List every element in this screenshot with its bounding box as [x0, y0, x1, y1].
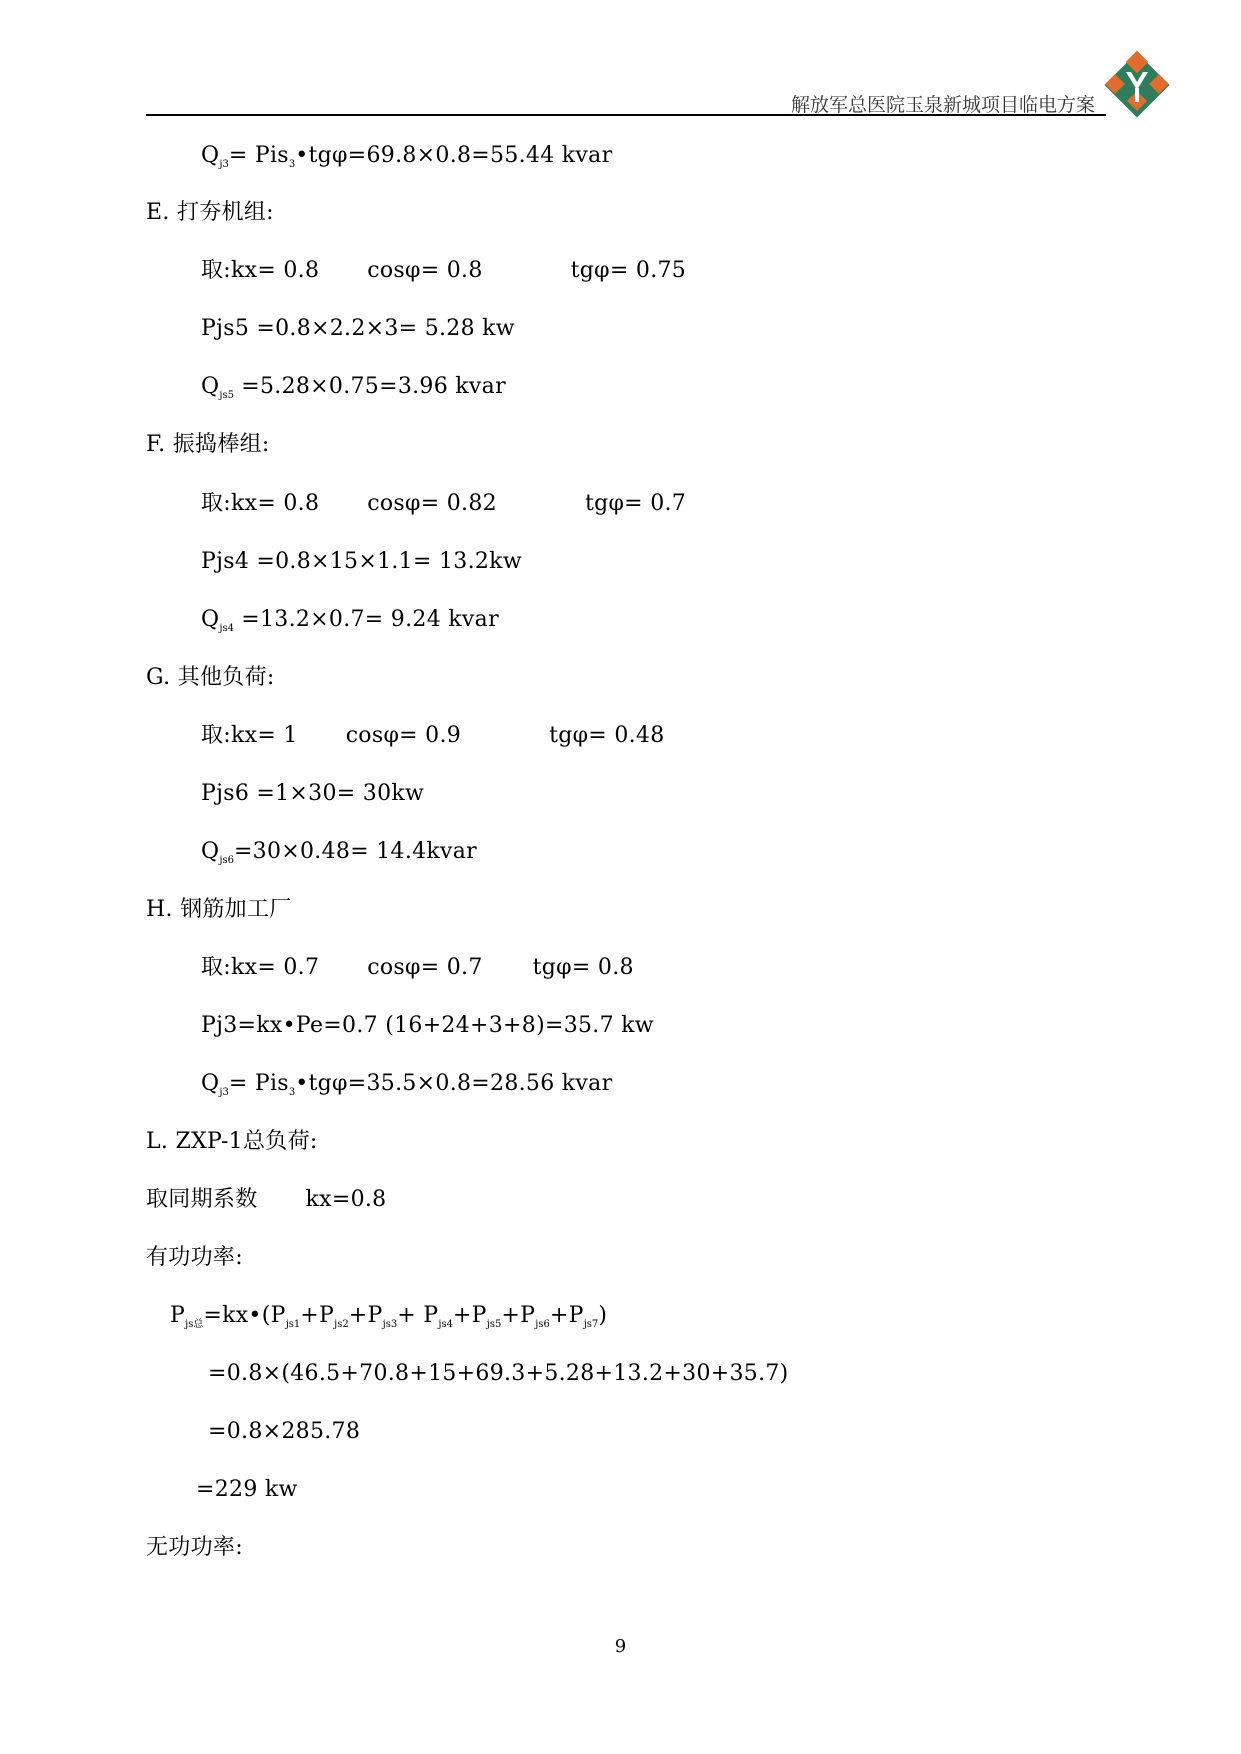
formula-line	[208, 1360, 789, 1388]
body-text	[146, 1186, 386, 1214]
text-run: =kx•(P	[203, 1303, 286, 1328]
text-run: kx=0.8	[305, 1187, 387, 1212]
text-run: tgφ= 0.48	[549, 723, 665, 748]
text-run: Pjs5 =0.8×2.2×3= 5.28 kw	[201, 316, 515, 341]
section-heading	[146, 199, 274, 227]
formula-line	[201, 315, 515, 343]
text-run: 有功功率:	[146, 1245, 243, 1270]
text-run: P	[170, 1303, 186, 1328]
text-run: =0.8×(46.5+70.8+15+69.3+5.28+13.2+30+35.7)	[208, 1361, 789, 1386]
header-rule	[146, 114, 1106, 116]
text-run: 取:kx= 1	[201, 723, 298, 748]
formula-line	[201, 548, 522, 576]
subscript: js总	[185, 1319, 204, 1330]
text-run: Q	[201, 143, 220, 168]
text-run: =13.2×0.7= 9.24 kvar	[233, 607, 499, 632]
body-text	[146, 1534, 243, 1562]
subscript: js4	[219, 623, 234, 634]
text-run: =229 kw	[196, 1477, 298, 1502]
text-run: L. ZXP-1总负荷:	[146, 1129, 318, 1154]
formula-line	[201, 373, 506, 410]
subscript: js6	[535, 1319, 550, 1330]
text-run: H. 钢筋加工厂	[146, 897, 292, 922]
text-run: cosφ= 0.7	[367, 955, 483, 980]
coefficient-line	[201, 722, 665, 750]
text-run: 取同期系数	[146, 1187, 258, 1212]
formula-line	[201, 838, 477, 875]
text-run: F. 振捣棒组:	[146, 432, 270, 457]
text-run: cosφ= 0.82	[367, 491, 497, 516]
subscript: js1	[285, 1319, 301, 1330]
text-run: +P	[300, 1303, 335, 1328]
text-run: 取:kx= 0.8	[201, 491, 320, 516]
section-heading	[146, 896, 292, 924]
text-run: = Pis	[228, 1071, 289, 1096]
subscript: js5	[219, 390, 234, 401]
formula-line	[208, 1418, 360, 1446]
formula-line	[201, 142, 612, 179]
coefficient-line	[201, 490, 686, 518]
text-run: E. 打夯机组:	[146, 200, 274, 225]
section-heading	[146, 664, 275, 692]
text-run: cosφ= 0.9	[345, 723, 462, 748]
coefficient-line	[201, 257, 686, 285]
text-run: 取:kx= 0.7	[201, 955, 320, 980]
text-run: + P	[397, 1303, 439, 1328]
formula-line	[201, 606, 499, 643]
subscript: js5	[486, 1319, 502, 1330]
subscript: js3	[382, 1319, 398, 1330]
coefficient-line	[201, 954, 634, 982]
subscript: js4	[438, 1319, 453, 1330]
formula-line	[201, 1070, 612, 1107]
text-run: Pjs4 =0.8×15×1.1= 13.2kw	[201, 549, 522, 574]
subscript: js7	[583, 1319, 599, 1330]
subscript: j3	[219, 1087, 229, 1098]
text-run: tgφ= 0.8	[532, 955, 634, 980]
text-run: G. 其他负荷:	[146, 665, 275, 690]
subscript: j3	[219, 159, 229, 170]
text-run: +P	[452, 1303, 487, 1328]
text-run: Q	[201, 1071, 220, 1096]
subscript: 3	[288, 159, 296, 170]
text-run: Pjs6 =1×30= 30kw	[201, 781, 425, 806]
company-logo-icon	[1102, 50, 1172, 120]
text-run: Q	[201, 839, 220, 864]
subscript: js6	[219, 855, 234, 866]
text-run: = Pis	[228, 143, 289, 168]
text-run: +P	[549, 1303, 584, 1328]
text-run: =30×0.48= 14.4kvar	[233, 839, 478, 864]
subscript: js2	[334, 1319, 349, 1330]
text-run: tgφ= 0.7	[584, 491, 687, 516]
section-heading	[146, 1128, 318, 1156]
text-run: tgφ= 0.75	[570, 258, 687, 283]
text-run: =0.8×285.78	[208, 1419, 361, 1444]
formula-line	[201, 780, 424, 808]
section-heading	[146, 431, 270, 459]
subscript: 3	[288, 1087, 296, 1098]
formula-line	[170, 1302, 607, 1339]
page-number: 9	[614, 1636, 627, 1657]
text-run: 取:kx= 0.8	[201, 258, 320, 283]
text-run: cosφ= 0.8	[367, 258, 483, 283]
text-run: •tgφ=69.8×0.8=55.44 kvar	[295, 143, 613, 168]
text-run: Q	[201, 607, 220, 632]
text-run: +P	[348, 1303, 383, 1328]
formula-line	[196, 1476, 298, 1504]
header-title: 解放军总医院玉泉新城项目临电方案	[790, 94, 1095, 116]
text-run: Q	[201, 374, 220, 399]
body-text	[146, 1244, 243, 1272]
text-run: •tgφ=35.5×0.8=28.56 kvar	[295, 1071, 613, 1096]
text-run: +P	[501, 1303, 536, 1328]
text-run: 无功功率:	[146, 1535, 243, 1560]
text-run: =5.28×0.75=3.96 kvar	[233, 374, 506, 399]
text-run: )	[598, 1303, 608, 1328]
formula-line	[201, 1012, 654, 1040]
text-run: Pj3=kx•Pe=0.7 (16+24+3+8)=35.7 kw	[201, 1013, 654, 1038]
